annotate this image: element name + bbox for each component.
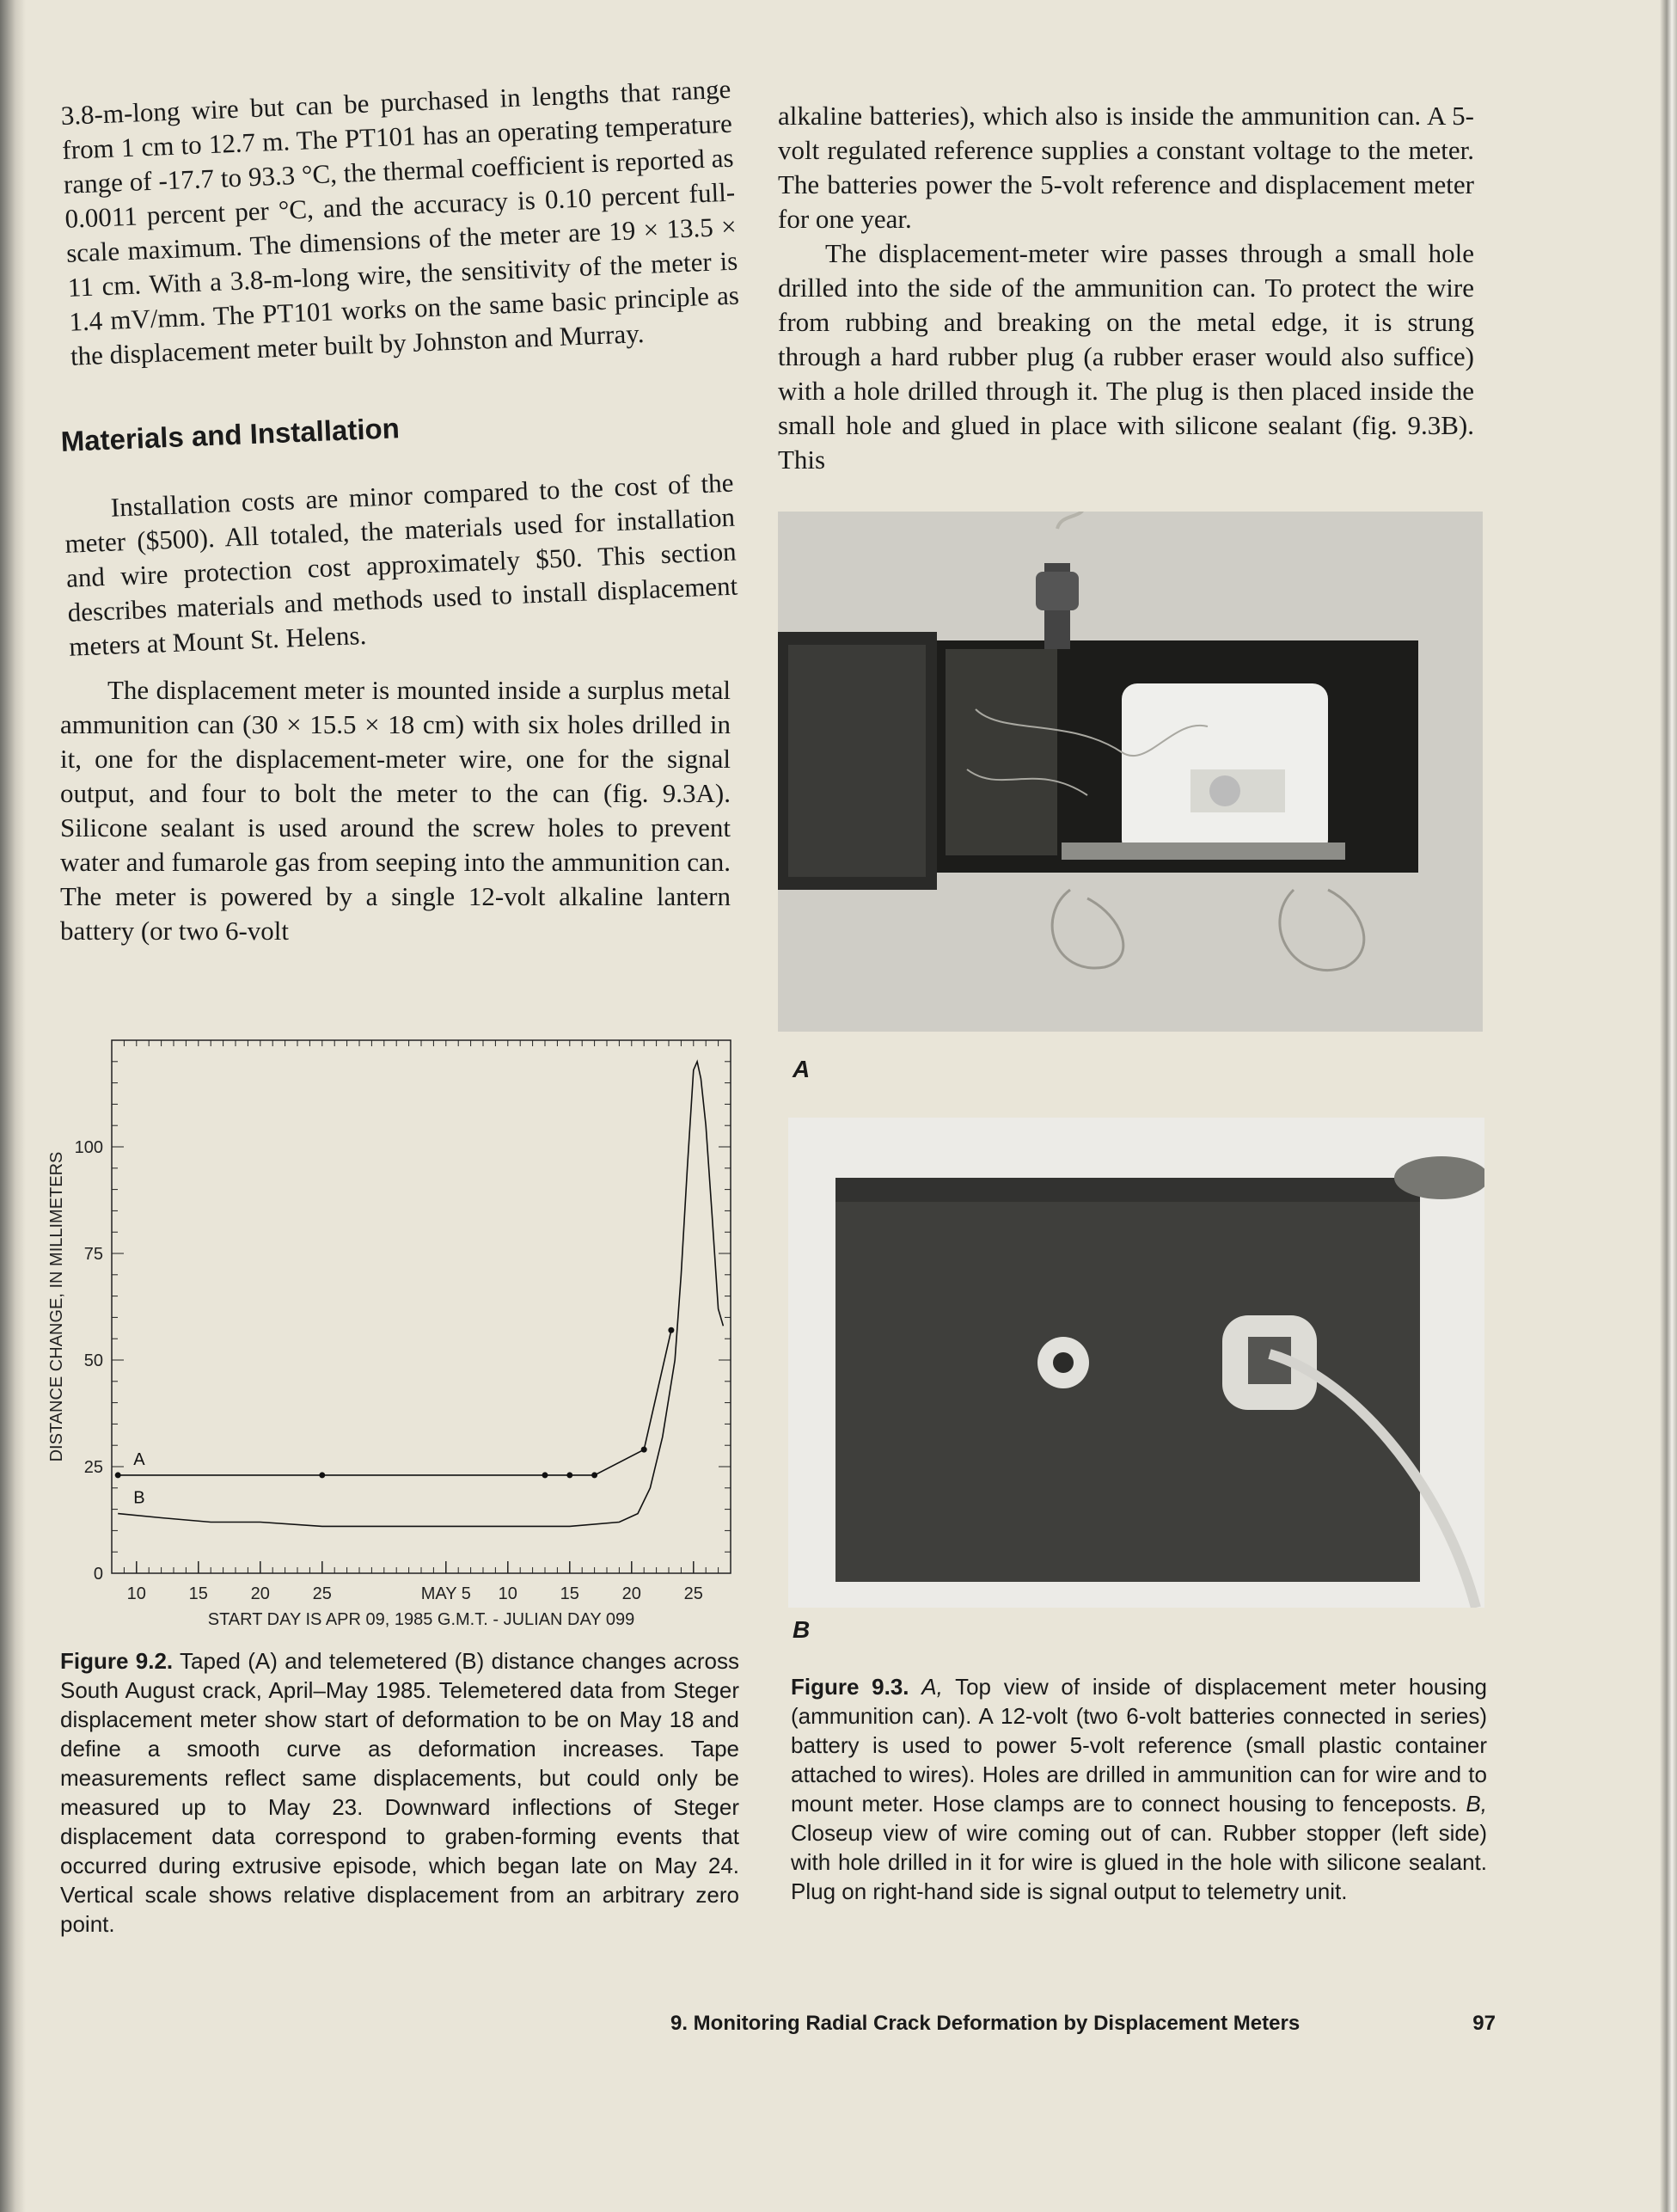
x-tick-label: MAY 5: [420, 1584, 471, 1603]
x-axis-label: START DAY IS APR 09, 1985 G.M.T. - JULIAN DAY 099: [207, 1610, 635, 1629]
series-a-point: [641, 1447, 647, 1453]
running-footer: [670, 2012, 1496, 2036]
series-label-a: A: [133, 1449, 145, 1469]
photo-ammo-can-closeup: [788, 1118, 1484, 1608]
x-tick-label: 10: [126, 1584, 146, 1603]
paragraph-installation-costs: Installation costs are minor compared to the cost of the meter ($500). All totaled, the materials used for installation and wire protection cost approximately $50. This section describes materials and methods used to install displacement meters at Mount St. Helens.: [64, 467, 738, 662]
series-a-point: [542, 1472, 548, 1478]
x-tick-label: 20: [250, 1584, 270, 1603]
photo-label-a: A: [793, 1056, 811, 1082]
photo-label-b: B: [793, 1616, 811, 1643]
paragraph-mounting: The displacement meter is mounted inside a surplus metal ammunition can (30 × 15.5 × 18 cm) with six holes drilled in it, one for the displacement-meter wire, one for the signal output, and four to bolt the meter to the can (fig. 9.3A). Silicone sealant is used around the screw holes to prevent water and fumarole gas from seeping into the ammunition can. The meter is powered by a single 12-volt alkaline lantern battery (or two 6-volt: [60, 675, 731, 946]
x-tick-label: 25: [683, 1584, 703, 1603]
y-axis-label: DISTANCE CHANGE, IN MILLIMETERS: [47, 1151, 66, 1462]
paragraph-wire-protection: The displacement-meter wire passes through a small hole drilled into the side of the ammunition can. To protect the wire from rubbing and breaking on the metal edge, it is strung through a hard rubber plug (a rubber eraser would also suffice) with a hole drilled through it. The plug is then placed inside the small hole and glued in place with silicone sealant (fig. 9.3B). This: [778, 238, 1474, 475]
y-tick-label: 75: [83, 1245, 103, 1264]
book-gutter-shadow: [0, 0, 26, 2212]
page-edge: [1660, 0, 1677, 2212]
caption-part-a-label: A,: [921, 1674, 943, 1700]
figure-9-2-chart: [43, 1023, 748, 1642]
figure-9-2-caption: [60, 1646, 739, 1939]
page-number: 97: [1472, 2012, 1496, 2035]
x-tick-label: 15: [560, 1584, 579, 1603]
chart-series: [115, 1062, 724, 1527]
series-line-a: [118, 1330, 671, 1475]
series-a-point: [566, 1472, 572, 1478]
series-a-point: [319, 1472, 325, 1478]
x-tick-label: 10: [498, 1584, 517, 1603]
series-a-point: [668, 1327, 674, 1333]
right-column: [778, 99, 1474, 477]
y-tick-label: 100: [74, 1138, 103, 1157]
series-label-b: B: [133, 1488, 145, 1508]
figure-9-3-caption: [791, 1672, 1487, 1906]
section-heading: Materials and Installation: [60, 412, 401, 457]
photo-ammo-can-interior: [778, 512, 1483, 1032]
x-tick-label: 20: [621, 1584, 641, 1603]
caption-text: Taped (A) and telemetered (B) distance changes across South August crack, April–May 1985. Telemetered data from Steger displacement meter show start of deformation to be on May 18 and define a smooth curve as deformation increases. Tape measurements reflect same displacements, but could only be measured up to May 23. Downward inflections of Steger displacement data correspond to graben-forming events that occurred during extrusive episode, which began late on May 24. Vertical scale shows relative displacement from an arbitrary zero point.: [60, 1648, 739, 1937]
x-tick-label: 15: [188, 1584, 208, 1603]
left-column: [60, 73, 740, 948]
skewed-paragraph-block: [60, 72, 741, 374]
plot-frame: [112, 1040, 731, 1573]
footer-title: 9. Monitoring Radial Crack Deformation by Displacement Meters: [670, 2012, 1301, 2035]
y-tick-label: 25: [83, 1458, 103, 1477]
chart-svg: [43, 1023, 748, 1642]
y-tick-label: 0: [93, 1565, 103, 1584]
caption-part-b-text: Closeup view of wire coming out of can. Rubber stopper (left side) with hole drilled in it for wire is glued in the hole with silicone sealant. Plug on right-hand side is signal output to telemetry unit.: [791, 1820, 1487, 1904]
y-tick-label: 50: [83, 1351, 103, 1370]
caption-label: Figure 9.2.: [60, 1648, 174, 1674]
caption-label: Figure 9.3.: [791, 1674, 909, 1700]
series-line-b: [118, 1062, 723, 1527]
paragraph-batteries: alkaline batteries), which also is inside the ammunition can. A 5-volt regulated reference supplies a constant voltage to the meter. The batteries power the 5-volt reference and displacement meter for one year.: [778, 101, 1474, 234]
caption-part-b-label: B,: [1466, 1791, 1487, 1817]
series-a-point: [591, 1472, 597, 1478]
x-tick-label: 25: [312, 1584, 332, 1603]
skewed-section-block: [60, 399, 740, 665]
mounting-block: [60, 673, 731, 948]
series-a-point: [115, 1472, 121, 1478]
caption-part-a-text: Top view of inside of displacement meter housing (ammunition can). A 12-volt (two 6-volt batteries connected in series) battery is used to power 5-volt reference (small plastic container attached to wires). Holes are drilled in ammunition can for wire and to mount meter. Hose clamps are to connect housing to fenceposts.: [791, 1674, 1487, 1817]
paragraph-pt101-specs: 3.8-m-long wire but can be purchased in lengths that range from 1 cm to 12.7 m. The PT101 has an operating temperature range of -17.7 to 93.3 °C, the thermal coefficient is reported as 0.0011 percent per °C, and the accuracy is 0.10 percent full-scale maximum. The dimensions of the meter are 19 × 13.5 × 11 cm. With a 3.8-m-long wire, the sensitivity of the meter is 1.4 mV/mm. The PT101 works on the same basic principle as the displacement meter built by Johnston and Murray.: [60, 73, 740, 371]
